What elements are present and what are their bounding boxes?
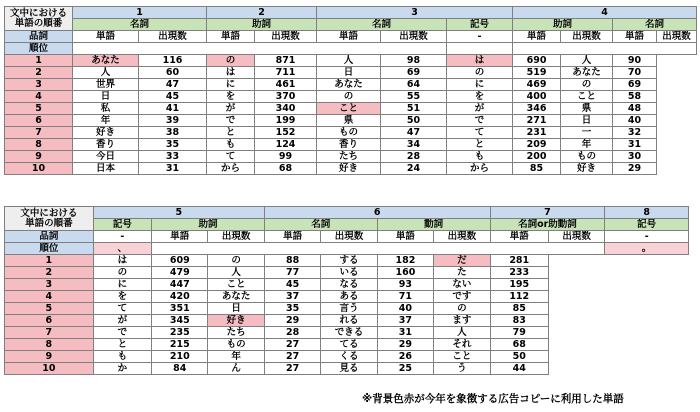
word-cell: う <box>434 363 490 375</box>
count-cell: 35 <box>264 303 320 315</box>
column-header-row <box>5 31 697 43</box>
word-cell: こと <box>561 91 613 103</box>
count-cell: 39 <box>139 115 207 127</box>
rank-cell: 6 <box>5 115 73 127</box>
count-cell: 98 <box>381 55 447 67</box>
column-header: 単語 <box>152 231 208 243</box>
count-cell: 90 <box>613 55 657 67</box>
word-cell: の <box>447 67 513 79</box>
word-cell: 年 <box>208 351 264 363</box>
count-cell: 35 <box>139 139 207 151</box>
word-cell: から <box>447 163 513 175</box>
table-2-body <box>5 255 689 375</box>
column-header: 単語 <box>513 31 561 43</box>
word-cell: 私 <box>73 103 139 115</box>
rank-label-row <box>5 243 689 255</box>
count-cell: 160 <box>377 267 433 279</box>
count-cell: 469 <box>513 79 561 91</box>
word-cell: 好き <box>317 163 381 175</box>
table-row <box>5 139 697 151</box>
rank-cell: 8 <box>5 339 94 351</box>
word-cell: 日本 <box>73 163 139 175</box>
count-cell: 31 <box>377 327 433 339</box>
column-header: 出現数 <box>255 31 317 43</box>
word-cell: に <box>207 79 255 91</box>
word-cell: に <box>93 279 151 291</box>
symbol-column-5: 、 <box>93 243 151 255</box>
word-cell: と <box>447 139 513 151</box>
count-cell: 32 <box>613 127 657 139</box>
rank-cell: 3 <box>5 79 73 91</box>
pos-cell: 動詞 <box>377 219 490 231</box>
count-cell: 47 <box>139 79 207 91</box>
group-header: 4 <box>513 7 697 19</box>
word-cell: も <box>93 351 151 363</box>
word-cell: それ <box>434 339 490 351</box>
word-cell: もの <box>317 127 381 139</box>
count-cell: 24 <box>381 163 447 175</box>
count-cell: 69 <box>613 79 657 91</box>
count-cell: 27 <box>264 351 320 363</box>
word-cell: に <box>447 79 513 91</box>
rank-cell: 5 <box>5 103 73 115</box>
word-cell: ます <box>434 315 490 327</box>
word-cell: から <box>207 163 255 175</box>
count-cell: 45 <box>139 91 207 103</box>
count-cell: 60 <box>139 67 207 79</box>
count-cell: 233 <box>490 267 548 279</box>
count-cell: 50 <box>381 115 447 127</box>
count-cell: 690 <box>513 55 561 67</box>
word-cell: 日 <box>317 67 381 79</box>
count-cell: 152 <box>255 127 317 139</box>
column-header: 単語 <box>317 31 381 43</box>
rank-cell: 2 <box>5 67 73 79</box>
count-cell: 345 <box>152 315 208 327</box>
word-cell: 人 <box>434 327 490 339</box>
column-header: 単語 <box>207 31 255 43</box>
pos-label: 品詞 <box>5 231 94 243</box>
word-cell: 年 <box>73 115 139 127</box>
group-header: 2 <box>207 7 317 19</box>
symbol-value: - <box>447 31 513 43</box>
word-cell: 県 <box>317 115 381 127</box>
word-cell: の <box>317 91 381 103</box>
pos-row <box>5 19 697 31</box>
count-cell: 28 <box>381 151 447 163</box>
count-cell: 231 <box>513 127 561 139</box>
count-cell: 47 <box>381 127 447 139</box>
footnote: ※背景色赤が今年を象徴する広告コピーに利用した単語 <box>362 393 624 405</box>
pos-cell: 名詞or助動詞 <box>490 219 605 231</box>
count-cell: 519 <box>513 67 561 79</box>
table-row <box>5 315 689 327</box>
spacer-cell <box>152 243 605 255</box>
count-cell: 28 <box>264 327 320 339</box>
word-cell: て <box>93 303 151 315</box>
count-cell: 420 <box>152 291 208 303</box>
word-cell: こと <box>434 351 490 363</box>
pos-cell: 記号 <box>93 219 151 231</box>
rank-cell: 4 <box>5 291 94 303</box>
count-cell: 27 <box>264 339 320 351</box>
word-cell: は <box>207 67 255 79</box>
word-cell: も <box>447 151 513 163</box>
group-header: 3 <box>317 7 513 19</box>
word-cell: もの <box>561 151 613 163</box>
word-cell: もの <box>208 339 264 351</box>
rank-cell: 1 <box>5 255 94 267</box>
count-cell: 50 <box>490 351 548 363</box>
count-cell: 29 <box>377 339 433 351</box>
word-cell: あなた <box>317 79 381 91</box>
rank-cell: 2 <box>5 267 94 279</box>
count-cell: 77 <box>264 267 320 279</box>
count-cell: 55 <box>381 91 447 103</box>
word-cell: 見る <box>321 363 377 375</box>
word-cell: の <box>561 79 613 91</box>
rank-cell: 9 <box>5 151 73 163</box>
word-cell: た <box>434 267 490 279</box>
count-cell: 209 <box>513 139 561 151</box>
word-cell: 県 <box>561 103 613 115</box>
table-row <box>5 267 689 279</box>
word-ranking-table-2 <box>4 206 689 375</box>
table-row <box>5 339 689 351</box>
word-cell: あなた <box>73 55 139 67</box>
table-row <box>5 255 689 267</box>
word-cell: と <box>207 127 255 139</box>
word-cell: あなた <box>561 67 613 79</box>
word-cell: 好き <box>73 127 139 139</box>
table-row <box>5 55 697 67</box>
word-cell: くる <box>321 351 377 363</box>
rank-cell: 1 <box>5 55 73 67</box>
column-header: 単語 <box>264 231 320 243</box>
count-cell: 83 <box>490 315 548 327</box>
rank-cell: 4 <box>5 91 73 103</box>
rank-cell: 3 <box>5 279 94 291</box>
count-cell: 85 <box>490 303 548 315</box>
group-header-row <box>5 207 689 219</box>
count-cell: 44 <box>490 363 548 375</box>
title-cell: 文中における 単語の順番 <box>5 7 73 31</box>
pos-cell: 名詞 <box>264 219 377 231</box>
word-cell: 世界 <box>73 79 139 91</box>
word-cell: が <box>207 103 255 115</box>
column-header: 単語 <box>377 231 433 243</box>
word-cell: だ <box>434 255 490 267</box>
count-cell: 199 <box>255 115 317 127</box>
pos-cell: 助詞 <box>207 19 317 31</box>
word-cell: 香り <box>317 139 381 151</box>
count-cell: 29 <box>613 163 657 175</box>
count-cell: 871 <box>255 55 317 67</box>
group-header: 7 <box>490 207 605 219</box>
count-cell: 45 <box>264 279 320 291</box>
table-row <box>5 327 689 339</box>
word-cell: ある <box>321 291 377 303</box>
count-cell: 31 <box>139 163 207 175</box>
count-cell: 40 <box>613 115 657 127</box>
column-header: 出現数 <box>561 31 613 43</box>
word-cell: 日 <box>561 115 613 127</box>
word-cell: 人 <box>208 267 264 279</box>
count-cell: 116 <box>139 55 207 67</box>
pos-cell: 助詞 <box>513 19 613 31</box>
word-cell: が <box>93 315 151 327</box>
word-cell: 日 <box>73 91 139 103</box>
title-cell: 文中における 単語の順番 <box>5 207 94 231</box>
word-cell: ない <box>434 279 490 291</box>
pos-cell: 助詞 <box>152 219 265 231</box>
word-cell: 日 <box>208 303 264 315</box>
count-cell: 69 <box>381 67 447 79</box>
pos-cell: 名詞 <box>73 19 207 31</box>
rank-cell: 9 <box>5 351 94 363</box>
count-cell: 37 <box>264 291 320 303</box>
pos-cell: 名詞 <box>613 19 697 31</box>
count-cell: 609 <box>152 255 208 267</box>
count-cell: 31 <box>613 139 657 151</box>
count-cell: 48 <box>613 103 657 115</box>
count-cell: 68 <box>255 163 317 175</box>
count-cell: 346 <box>513 103 561 115</box>
count-cell: 41 <box>139 103 207 115</box>
symbol-empty-column <box>447 43 513 55</box>
table-row <box>5 163 697 175</box>
rank-cell: 7 <box>5 127 73 139</box>
word-cell: 言う <box>321 303 377 315</box>
count-cell: 351 <box>152 303 208 315</box>
count-cell: 51 <box>381 103 447 115</box>
word-cell: か <box>93 363 151 375</box>
pos-cell: 名詞 <box>317 19 447 31</box>
count-cell: 711 <box>255 67 317 79</box>
pos-cell: 記号 <box>605 219 689 231</box>
count-cell: 210 <box>152 351 208 363</box>
word-cell: を <box>93 291 151 303</box>
rank-cell: 10 <box>5 363 94 375</box>
word-cell: と <box>93 339 151 351</box>
count-cell: 58 <box>613 91 657 103</box>
word-cell: 今日 <box>73 151 139 163</box>
table-1-body <box>5 55 697 175</box>
word-cell: て <box>447 127 513 139</box>
word-cell: を <box>447 91 513 103</box>
count-cell: 85 <box>513 163 561 175</box>
count-cell: 26 <box>377 351 433 363</box>
word-cell: する <box>321 255 377 267</box>
spacer-cell <box>73 43 447 55</box>
column-header: 出現数 <box>657 31 697 43</box>
count-cell: 124 <box>255 139 317 151</box>
pos-cell: 記号 <box>447 19 513 31</box>
column-header: 出現数 <box>381 31 447 43</box>
word-cell: 香り <box>73 139 139 151</box>
group-header: 1 <box>73 7 207 19</box>
count-cell: 447 <box>152 279 208 291</box>
count-cell: 38 <box>139 127 207 139</box>
rank-cell: 6 <box>5 315 94 327</box>
count-cell: 37 <box>377 315 433 327</box>
column-header: 単語 <box>73 31 139 43</box>
rank-label: 順位 <box>5 43 73 55</box>
word-cell: いる <box>321 267 377 279</box>
count-cell: 93 <box>377 279 433 291</box>
word-cell: 好き <box>561 163 613 175</box>
column-header: 出現数 <box>321 231 377 243</box>
table-row <box>5 151 697 163</box>
rank-cell: 10 <box>5 163 73 175</box>
word-cell: こと <box>317 103 381 115</box>
table-row <box>5 303 689 315</box>
word-cell: は <box>93 255 151 267</box>
count-cell: 27 <box>264 363 320 375</box>
count-cell: 271 <box>513 115 561 127</box>
count-cell: 195 <box>490 279 548 291</box>
word-cell: で <box>207 115 255 127</box>
word-cell: て <box>207 151 255 163</box>
word-cell: 人 <box>317 55 381 67</box>
word-cell: の <box>434 303 490 315</box>
table-row <box>5 79 697 91</box>
count-cell: 33 <box>139 151 207 163</box>
count-cell: 340 <box>255 103 317 115</box>
count-cell: 70 <box>613 67 657 79</box>
table-row <box>5 103 697 115</box>
rank-label: 順位 <box>5 243 94 255</box>
count-cell: 400 <box>513 91 561 103</box>
count-cell: 29 <box>264 315 320 327</box>
word-cell: の <box>93 267 151 279</box>
count-cell: 200 <box>513 151 561 163</box>
column-header-row <box>5 231 689 243</box>
rank-label-row <box>5 43 697 55</box>
word-cell: あなた <box>208 291 264 303</box>
word-cell: ん <box>208 363 264 375</box>
word-cell: 人 <box>561 55 613 67</box>
word-cell: で <box>447 115 513 127</box>
pos-row <box>5 219 689 231</box>
word-cell: の <box>208 255 264 267</box>
column-header: 単語 <box>613 31 657 43</box>
count-cell: 215 <box>152 339 208 351</box>
count-cell: 88 <box>264 255 320 267</box>
word-cell: です <box>434 291 490 303</box>
word-cell: の <box>207 55 255 67</box>
word-cell: で <box>93 327 151 339</box>
table-row <box>5 115 697 127</box>
column-header: 出現数 <box>208 231 264 243</box>
table-row <box>5 91 697 103</box>
table-row <box>5 291 689 303</box>
rank-cell: 8 <box>5 139 73 151</box>
count-cell: 79 <box>490 327 548 339</box>
count-cell: 235 <box>152 327 208 339</box>
count-cell: 461 <box>255 79 317 91</box>
count-cell: 370 <box>255 91 317 103</box>
pos-label: 品詞 <box>5 31 73 43</box>
table-row <box>5 127 697 139</box>
count-cell: 34 <box>381 139 447 151</box>
word-cell: は <box>447 55 513 67</box>
word-cell: が <box>447 103 513 115</box>
count-cell: 71 <box>377 291 433 303</box>
column-header: 出現数 <box>139 31 207 43</box>
word-cell: てる <box>321 339 377 351</box>
word-cell: 一 <box>561 127 613 139</box>
group-header-row <box>5 7 697 19</box>
count-cell: 30 <box>613 151 657 163</box>
column-header: 出現数 <box>434 231 490 243</box>
word-cell: を <box>207 91 255 103</box>
table-row <box>5 279 689 291</box>
column-header: 出現数 <box>548 231 604 243</box>
word-ranking-table-1 <box>4 6 697 175</box>
word-cell: できる <box>321 327 377 339</box>
rank-cell: 7 <box>5 327 94 339</box>
word-cell: 年 <box>561 139 613 151</box>
spacer-cell <box>513 43 697 55</box>
rank-cell: 5 <box>5 303 94 315</box>
table-row <box>5 363 689 375</box>
column-header: 単語 <box>490 231 548 243</box>
count-cell: 112 <box>490 291 548 303</box>
word-cell: 人 <box>73 67 139 79</box>
count-cell: 281 <box>490 255 548 267</box>
symbol-value: - <box>605 231 689 243</box>
group-header: 8 <box>605 207 689 219</box>
word-cell: こと <box>208 279 264 291</box>
count-cell: 64 <box>381 79 447 91</box>
word-cell: も <box>207 139 255 151</box>
word-cell: たち <box>208 327 264 339</box>
word-cell: 好き <box>208 315 264 327</box>
table-row <box>5 67 697 79</box>
count-cell: 25 <box>377 363 433 375</box>
count-cell: 99 <box>255 151 317 163</box>
word-cell: たち <box>317 151 381 163</box>
count-cell: 479 <box>152 267 208 279</box>
word-cell: れる <box>321 315 377 327</box>
count-cell: 182 <box>377 255 433 267</box>
count-cell: 40 <box>377 303 433 315</box>
count-cell: 68 <box>490 339 548 351</box>
word-cell: なる <box>321 279 377 291</box>
symbol-column-8: 。 <box>605 243 689 255</box>
symbol-value: - <box>93 231 151 243</box>
table-row <box>5 351 689 363</box>
count-cell: 84 <box>152 363 208 375</box>
group-header: 5 <box>93 207 264 219</box>
group-header: 6 <box>264 207 490 219</box>
